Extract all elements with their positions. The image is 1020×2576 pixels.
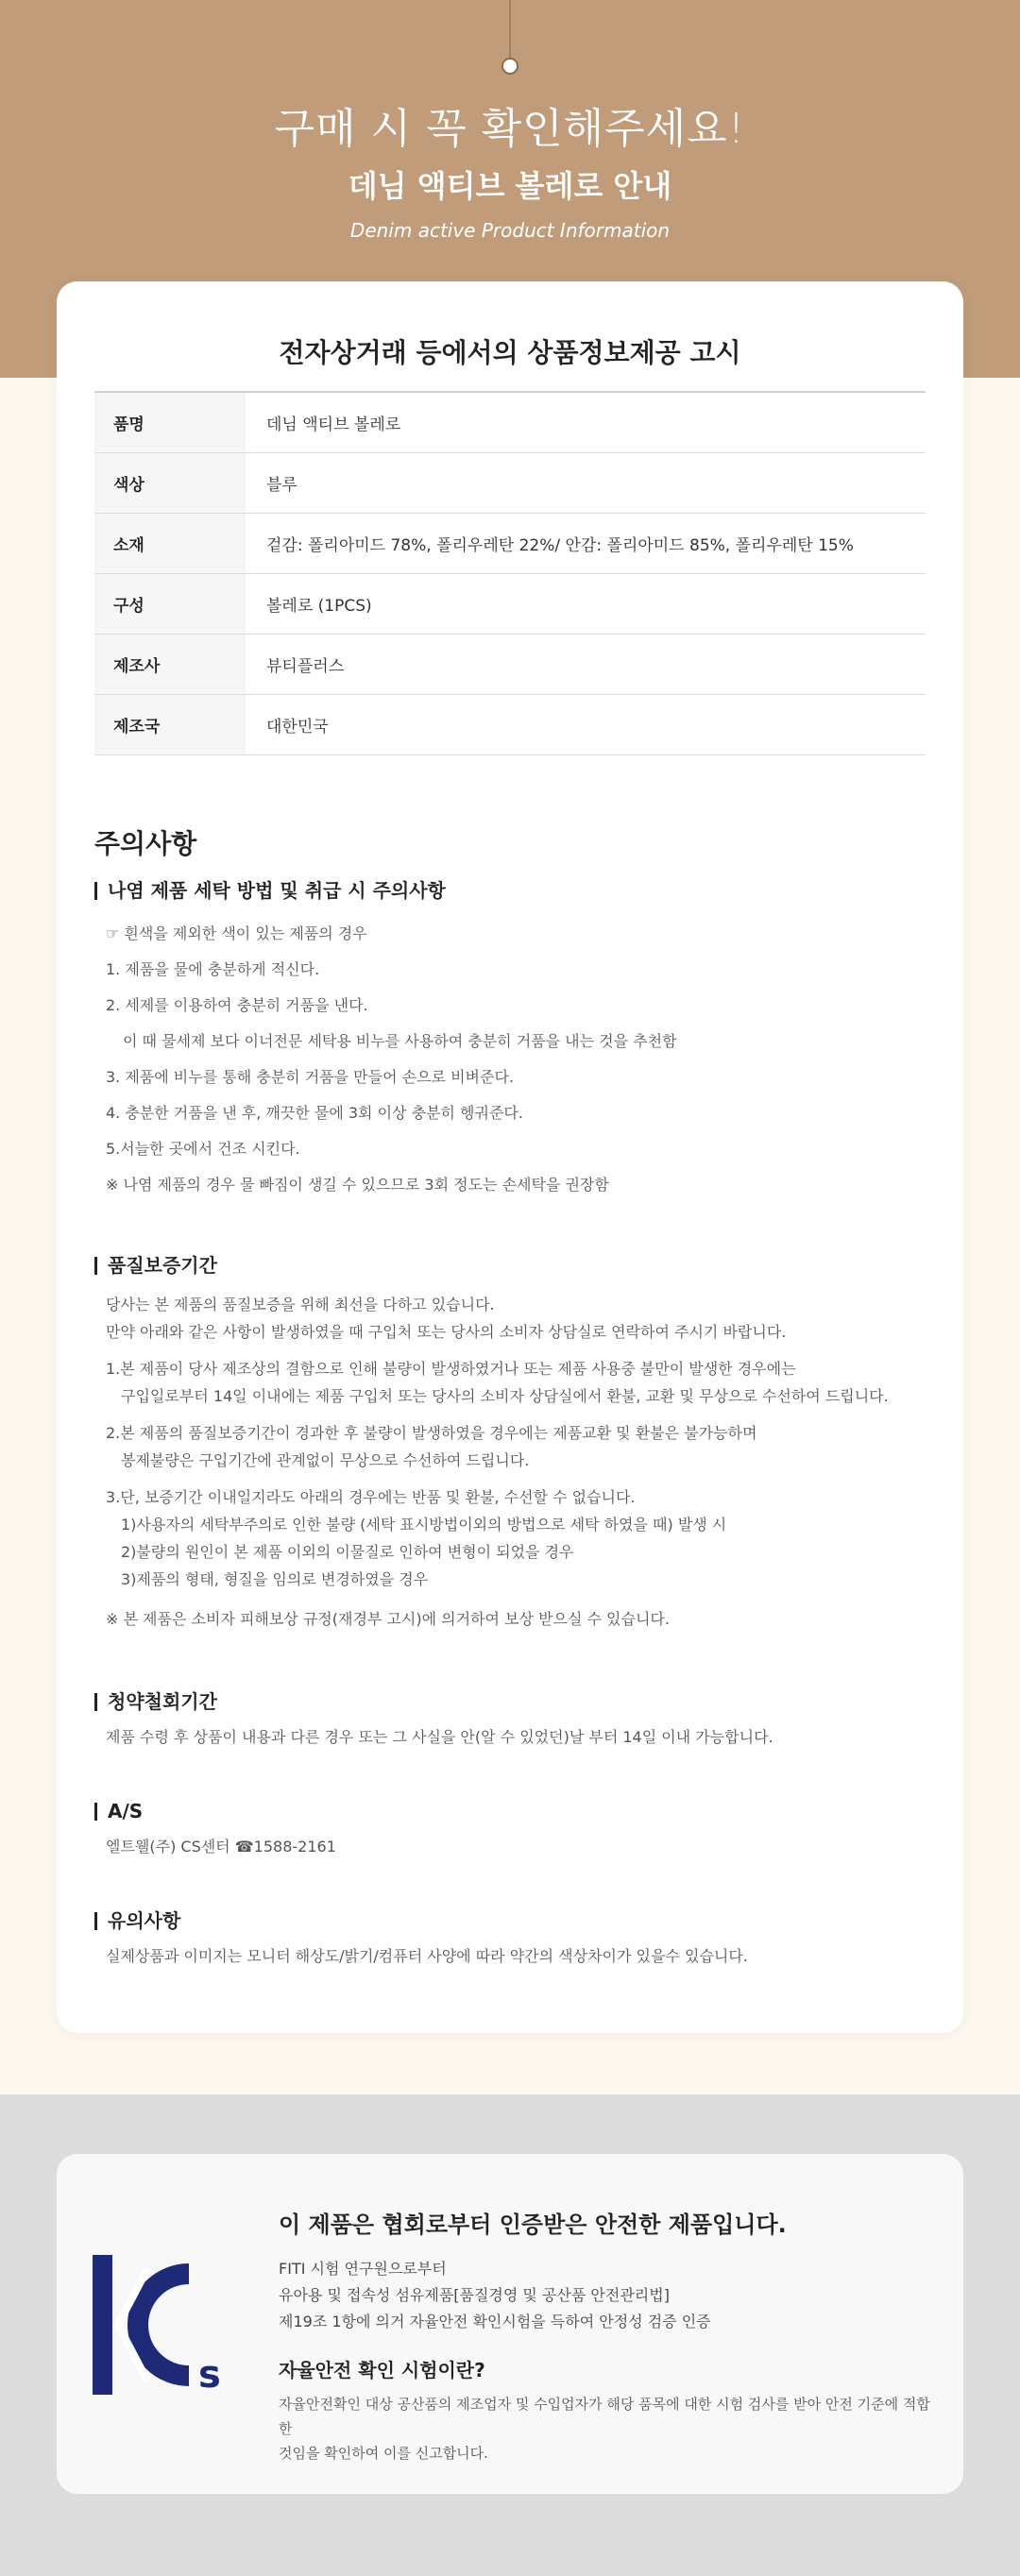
section-body bbox=[94, 1291, 926, 1633]
hero-english-subtitle: Denim active Product Information bbox=[349, 219, 671, 242]
text-line: 이 때 물세제 보다 이너전문 세탁용 비누를 사용하여 충분히 거품을 내는 것을 추천함 bbox=[123, 1032, 677, 1050]
kc-text-block bbox=[279, 2207, 940, 2466]
text-line: 5.서늘한 곳에서 건조 시킨다. bbox=[106, 1140, 300, 1158]
kc-desc-line: 자율안전확인 대상 공산품의 제조업자 및 수입업자가 해당 품목에 대한 시험 검사를 받아 안전 기준에 적합한 bbox=[279, 2396, 930, 2437]
row-value: 겉감: 폴리아미드 78%, 폴리우레탄 22%/ 안감: 폴리아미드 85%, 폴리우레탄 15% bbox=[266, 536, 854, 555]
text-line: 제품 수령 후 상품이 내용과 다른 경우 또는 그 사실을 안(알 수 있었던)날 부터 14일 이내 가능합니다. bbox=[106, 1728, 774, 1746]
text-line: 2)불량의 원인이 본 제품 이외의 이물질로 인하여 변형이 되었을 경우 bbox=[121, 1543, 574, 1561]
text-line: 1.본 제품이 당사 제조상의 결함으로 인해 불량이 발생하였거나 또는 제품 사용중 불만이 발생한 경우에는 bbox=[106, 1360, 796, 1378]
text-line: 4. 충분한 거품을 낸 후, 깨끗한 물에 3회 이상 충분히 헹궈준다. bbox=[106, 1104, 523, 1122]
kc-certification-card bbox=[57, 2154, 963, 2494]
section-withdrawal bbox=[94, 1687, 926, 1751]
cs-phone: 엘트웰(주) CS센터 ☎1588-2161 bbox=[106, 1838, 336, 1856]
svg-text:s: s bbox=[198, 2353, 221, 2397]
text-line: ※ 나염 제품의 경우 물 빠짐이 생길 수 있으므로 3회 정도는 손세탁을 권장함 bbox=[106, 1176, 609, 1194]
kc-subtitle: 자율안전 확인 시험이란? bbox=[279, 2359, 485, 2381]
row-key: 제조사 bbox=[94, 635, 246, 694]
table-row bbox=[94, 393, 926, 453]
row-key: 구성 bbox=[94, 574, 246, 634]
kc-mark-icon bbox=[91, 2252, 229, 2398]
row-key: 색상 bbox=[94, 453, 246, 513]
hanger-line bbox=[509, 0, 511, 59]
table-row bbox=[94, 453, 926, 514]
table-row bbox=[94, 635, 926, 695]
section-body bbox=[94, 1833, 926, 1860]
row-key: 품명 bbox=[94, 393, 246, 452]
text-line: 2.본 제품의 품질보증기간이 경과한 후 불량이 발생하였을 경우에는 제품교환 및 환불은 불가능하며 bbox=[106, 1424, 757, 1442]
text-line: 1)사용자의 세탁부주의로 인한 불량 (세탁 표시방법이외의 방법으로 세탁 하였을 때) 발생 시 bbox=[121, 1516, 727, 1534]
row-key: 소재 bbox=[94, 514, 246, 573]
section-as bbox=[94, 1797, 926, 1860]
table-row bbox=[94, 574, 926, 635]
text-line: ※ 본 제품은 소비자 피해보상 규정(재경부 고시)에 의거하여 보상 받으실 수 있습니다. bbox=[106, 1610, 670, 1628]
section-title: 품질보증기간 bbox=[94, 1251, 926, 1280]
caution-heading: 주의사항 bbox=[94, 828, 197, 859]
text-line: 봉제불량은 구입기간에 관계없이 무상으로 수선하여 드립니다. bbox=[121, 1451, 530, 1469]
row-value: 대한민국 bbox=[266, 718, 329, 737]
text-line: 2. 세제를 이용하여 충분히 거품을 낸다. bbox=[106, 996, 368, 1014]
hero-subtitle: 데님 액티브 볼레로 안내 bbox=[348, 168, 672, 204]
kc-title: 이 제품은 협회로부터 인증받은 안전한 제품입니다. bbox=[279, 2212, 787, 2238]
text-line: 3. 제품에 비누를 통해 충분히 거품을 만들어 손으로 비벼준다. bbox=[106, 1068, 514, 1086]
product-info-card bbox=[57, 281, 963, 2033]
section-title: 유의사항 bbox=[94, 1907, 926, 1935]
kc-desc-line: 것임을 확인하여 이를 신고합니다. bbox=[279, 2445, 488, 2462]
kc-line: 유아용 및 접속성 섬유제품[품질경영 및 공산품 안전관리법] bbox=[279, 2286, 670, 2304]
kc-line: FITI 시험 연구원으로부터 bbox=[279, 2260, 447, 2278]
row-key: 제조국 bbox=[94, 695, 246, 754]
row-value: 데님 액티브 볼레로 bbox=[266, 415, 401, 434]
text-line: 1. 제품을 물에 충분하게 적신다. bbox=[106, 960, 320, 978]
text-line: 실제상품과 이미지는 모니터 해상도/밝기/컴퓨터 사양에 따라 약간의 색상차이가 있을수 있습니다. bbox=[106, 1947, 748, 1965]
text-line: ☞ 흰색을 제외한 색이 있는 제품의 경우 bbox=[106, 924, 367, 942]
section-body bbox=[94, 1723, 926, 1751]
hero-title: 구매 시 꼭 확인해주세요! bbox=[274, 105, 746, 153]
section-remarks bbox=[94, 1907, 926, 1970]
text-line: 만약 아래와 같은 사항이 발생하였을 때 구입처 또는 당사의 소비자 상담실로 연락하여 주시기 바랍니다. bbox=[106, 1323, 787, 1341]
text-line: 3)제품의 형태, 형질을 임의로 변경하였을 경우 bbox=[121, 1570, 429, 1588]
section-body bbox=[94, 1942, 926, 1970]
section-title: 나염 제품 세탁 방법 및 취급 시 주의사항 bbox=[94, 876, 926, 905]
kc-line: 제19조 1항에 의거 자율안전 확인시험을 득하여 안정성 검증 인증 bbox=[279, 2313, 711, 2330]
table-row bbox=[94, 695, 926, 755]
table-row bbox=[94, 514, 926, 574]
text-line: 3.단, 보증기간 이내일지라도 아래의 경우에는 반품 및 환불, 수선할 수 없습니다. bbox=[106, 1488, 636, 1506]
row-value: 블루 bbox=[266, 476, 298, 495]
section-washing bbox=[94, 876, 926, 1198]
row-value: 볼레로 (1PCS) bbox=[266, 597, 372, 616]
section-body bbox=[94, 920, 926, 1198]
product-info-table bbox=[94, 391, 926, 755]
section-warranty bbox=[94, 1251, 926, 1633]
text-line: 당사는 본 제품의 품질보증을 위해 최선을 다하고 있습니다. bbox=[106, 1296, 495, 1313]
text-line: 구입일로부터 14일 이내에는 제품 구입처 또는 당사의 소비자 상담실에서 환불, 교환 및 무상으로 수선하여 드립니다. bbox=[121, 1387, 889, 1405]
section-title: 청약철회기간 bbox=[94, 1687, 926, 1716]
notice-title: 전자상거래 등에서의 상품정보제공 고시 bbox=[279, 337, 741, 368]
section-title: A/S bbox=[94, 1797, 926, 1825]
row-value: 뷰티플러스 bbox=[266, 657, 345, 676]
hanger-dot bbox=[502, 58, 518, 75]
kc-description bbox=[279, 2392, 940, 2466]
kc-lines bbox=[279, 2256, 940, 2335]
